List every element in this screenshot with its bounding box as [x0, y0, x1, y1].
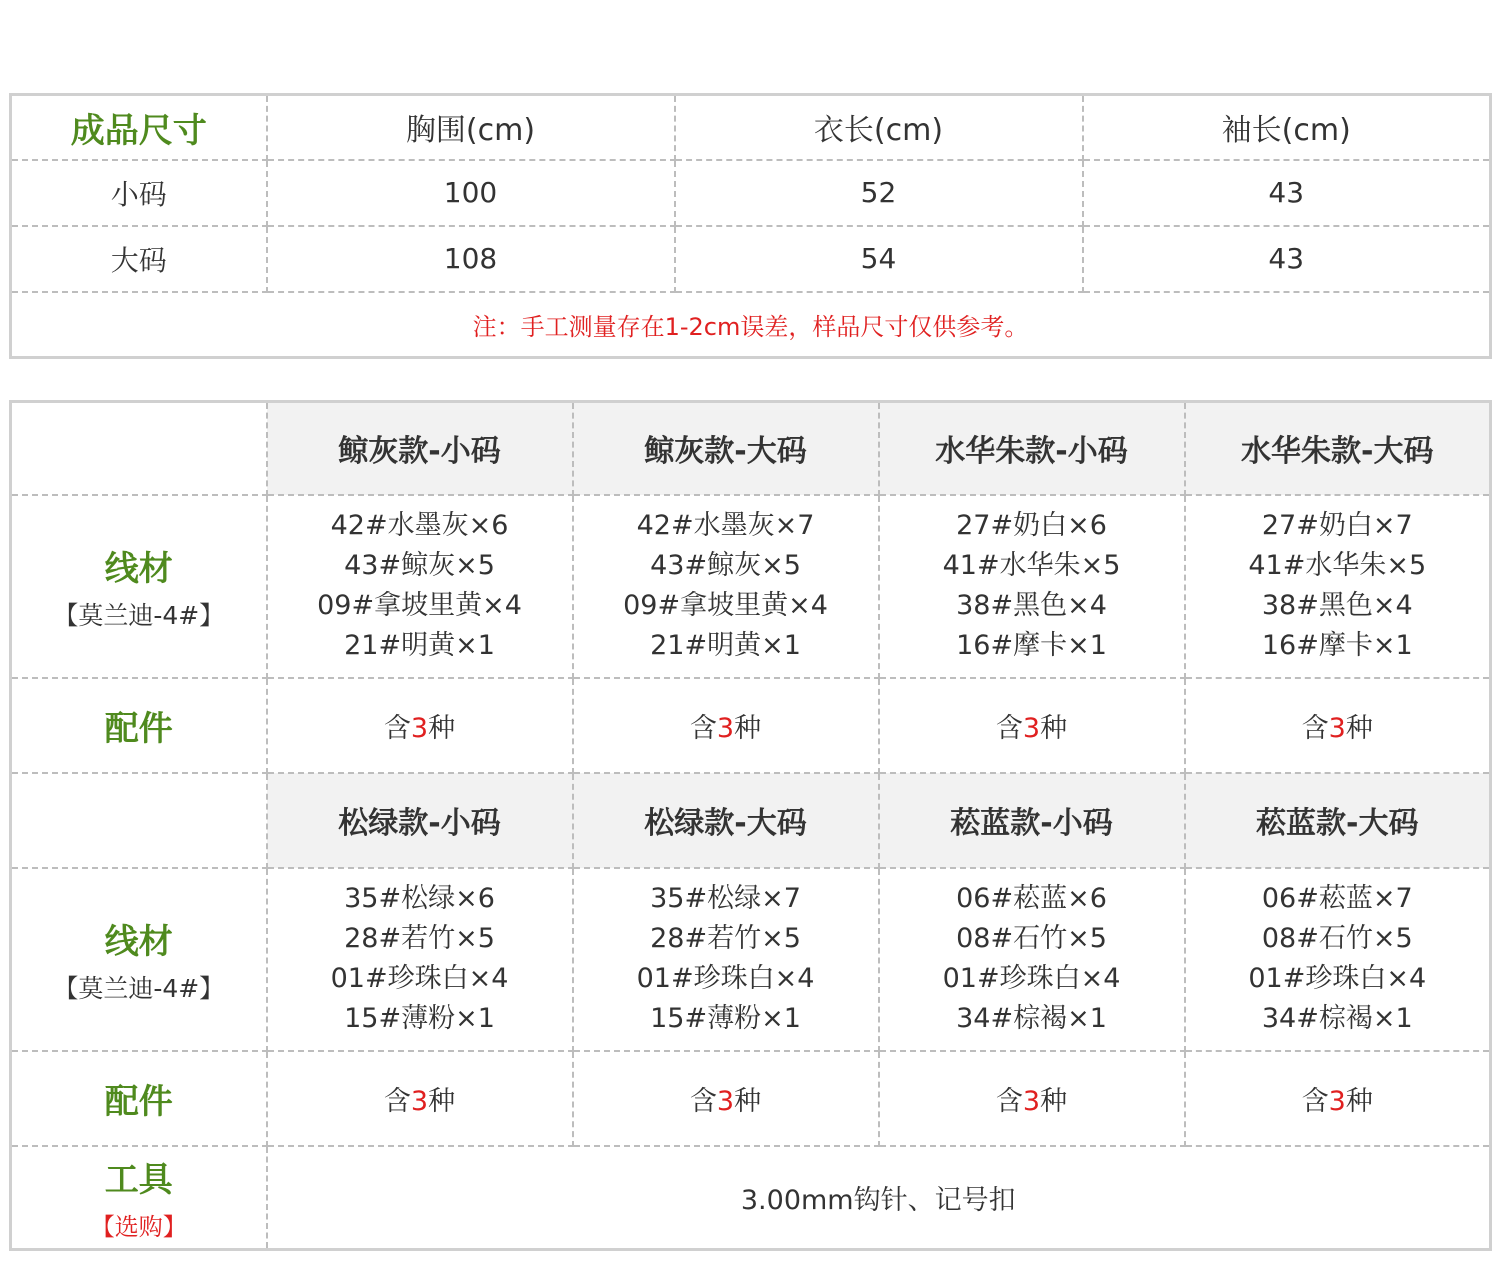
yarn-label: 线材 — [104, 548, 173, 589]
accessory-count: 3 — [1328, 712, 1346, 744]
yarn-item: 08#石竹×5 — [956, 923, 1107, 954]
size-title: 成品尺寸 — [11, 95, 267, 160]
accessory-prefix: 含 — [995, 712, 1023, 744]
yarn-item: 42#水墨灰×6 — [330, 510, 509, 541]
yarn-item: 15#薄粉×1 — [650, 1003, 801, 1034]
style-header: 松绿款-大码 — [573, 773, 879, 868]
yarn-item: 15#薄粉×1 — [344, 1003, 495, 1034]
style-header: 鲸灰款-大码 — [573, 402, 879, 495]
accessory-prefix: 含 — [689, 712, 717, 744]
yarn-item: 34#棕褐×1 — [956, 1003, 1107, 1034]
style-header: 松绿款-小码 — [267, 773, 573, 868]
column-header-chest: 胸围(cm) — [267, 95, 675, 160]
yarn-item: 28#若竹×5 — [650, 923, 801, 954]
accessory-count: 3 — [716, 1085, 735, 1117]
yarn-item: 06#菘蓝×7 — [1261, 883, 1413, 914]
yarn-item: 41#水华朱×5 — [1248, 550, 1427, 581]
yarn-sub-label: 【莫兰迪-4#】 — [53, 600, 225, 630]
style-header: 水华朱款-大码 — [1185, 402, 1491, 495]
accessory-suffix: 种 — [734, 1085, 762, 1117]
yarn-item: 34#棕褐×1 — [1261, 1003, 1413, 1034]
style-header: 菘蓝款-大码 — [1185, 773, 1491, 868]
yarn-sub-label: 【莫兰迪-4#】 — [53, 973, 225, 1003]
cell-value: 43 — [1083, 226, 1491, 292]
accessory-suffix: 种 — [1040, 712, 1068, 744]
tool-label-cell — [11, 1146, 267, 1250]
yarn-item: 06#菘蓝×6 — [956, 883, 1107, 914]
accessory-suffix: 种 — [428, 712, 456, 744]
accessory-prefix: 含 — [1301, 712, 1329, 744]
cell-value: 108 — [267, 226, 675, 292]
material-table — [9, 400, 1492, 1251]
yarn-item: 38#黑色×4 — [956, 590, 1107, 621]
yarn-item: 09#拿坡里黄×4 — [317, 590, 522, 621]
yarn-item: 43#鲸灰×5 — [344, 550, 495, 581]
yarn-list — [267, 868, 573, 1051]
yarn-list — [1185, 868, 1491, 1051]
tool-row — [11, 1146, 1491, 1250]
accessory-cell — [267, 678, 573, 773]
accessory-suffix: 种 — [1345, 712, 1373, 744]
empty-cell — [11, 773, 267, 868]
empty-cell — [11, 402, 267, 495]
accessory-cell — [879, 1051, 1185, 1146]
style-header: 鲸灰款-小码 — [267, 402, 573, 495]
yarn-item: 16#摩卡×1 — [956, 630, 1107, 661]
yarn-item: 41#水华朱×5 — [942, 550, 1121, 581]
yarn-item: 43#鲸灰×5 — [650, 550, 801, 581]
tool-value: 3.00mm钩针、记号扣 — [267, 1146, 1491, 1250]
yarn-item: 08#石竹×5 — [1261, 923, 1413, 954]
accessory-prefix: 含 — [1301, 1085, 1329, 1117]
yarn-item: 01#珍珠白×4 — [1248, 963, 1427, 994]
accessory-label: 配件 — [11, 1051, 267, 1146]
style-header: 菘蓝款-小码 — [879, 773, 1185, 868]
row-label-small: 小码 — [11, 160, 267, 226]
accessory-count: 3 — [1022, 1085, 1041, 1117]
yarn-item: 38#黑色×4 — [1261, 590, 1413, 621]
yarn-label-cell — [11, 868, 267, 1051]
yarn-item: 35#松绿×6 — [344, 883, 495, 914]
yarn-list — [879, 495, 1185, 678]
yarn-item: 35#松绿×7 — [650, 883, 801, 914]
accessory-count: 3 — [410, 712, 429, 744]
accessory-count: 3 — [716, 712, 735, 744]
yarn-label: 线材 — [104, 921, 173, 962]
yarn-row — [11, 868, 1491, 1051]
accessory-prefix: 含 — [383, 712, 411, 744]
yarn-item: 09#拿坡里黄×4 — [623, 590, 828, 621]
yarn-item: 28#若竹×5 — [344, 923, 495, 954]
accessory-suffix: 种 — [1345, 1085, 1373, 1117]
style-header: 水华朱款-小码 — [879, 402, 1185, 495]
cell-value: 54 — [675, 226, 1083, 292]
yarn-item: 27#奶白×7 — [1261, 510, 1413, 541]
yarn-list — [267, 495, 573, 678]
yarn-list — [879, 868, 1185, 1051]
row-label-large: 大码 — [11, 226, 267, 292]
accessory-suffix: 种 — [1040, 1085, 1068, 1117]
column-header-length: 衣长(cm) — [675, 95, 1083, 160]
accessory-row — [11, 678, 1491, 773]
accessory-count: 3 — [410, 1085, 429, 1117]
style-header-row — [11, 402, 1491, 495]
accessory-cell — [573, 1051, 879, 1146]
size-header-row — [11, 95, 1491, 160]
table-row — [11, 160, 1491, 226]
accessory-suffix: 种 — [428, 1085, 456, 1117]
accessory-cell — [879, 678, 1185, 773]
accessory-row — [11, 1051, 1491, 1146]
cell-value: 43 — [1083, 160, 1491, 226]
accessory-cell — [1185, 678, 1491, 773]
accessory-count: 3 — [1022, 712, 1041, 744]
yarn-item: 42#水墨灰×7 — [636, 510, 815, 541]
yarn-item: 01#珍珠白×4 — [636, 963, 815, 994]
accessory-prefix: 含 — [383, 1085, 411, 1117]
yarn-list — [573, 868, 879, 1051]
accessory-prefix: 含 — [995, 1085, 1023, 1117]
yarn-list — [1185, 495, 1491, 678]
accessory-suffix: 种 — [734, 712, 762, 744]
yarn-item: 21#明黄×1 — [650, 630, 801, 661]
size-table — [9, 93, 1492, 359]
accessory-label: 配件 — [11, 678, 267, 773]
style-header-row — [11, 773, 1491, 868]
column-header-sleeve: 袖长(cm) — [1083, 95, 1491, 160]
table-row — [11, 226, 1491, 292]
yarn-item: 21#明黄×1 — [344, 630, 495, 661]
yarn-item: 27#奶白×6 — [956, 510, 1107, 541]
yarn-item: 01#珍珠白×4 — [330, 963, 509, 994]
accessory-cell — [573, 678, 879, 773]
cell-value: 100 — [267, 160, 675, 226]
measurement-note: 注：手工测量存在1-2cm误差，样品尺寸仅供参考。 — [11, 292, 1491, 358]
accessory-count: 3 — [1328, 1085, 1346, 1117]
tool-sub-label: 【选购】 — [90, 1213, 187, 1242]
yarn-item: 16#摩卡×1 — [1261, 630, 1413, 661]
yarn-row — [11, 495, 1491, 678]
yarn-label-cell — [11, 495, 267, 678]
accessory-cell — [1185, 1051, 1491, 1146]
accessory-cell — [267, 1051, 573, 1146]
yarn-item: 01#珍珠白×4 — [942, 963, 1121, 994]
cell-value: 52 — [675, 160, 1083, 226]
yarn-list — [573, 495, 879, 678]
tool-label: 工具 — [104, 1160, 173, 1201]
note-row — [11, 292, 1491, 358]
accessory-prefix: 含 — [689, 1085, 717, 1117]
